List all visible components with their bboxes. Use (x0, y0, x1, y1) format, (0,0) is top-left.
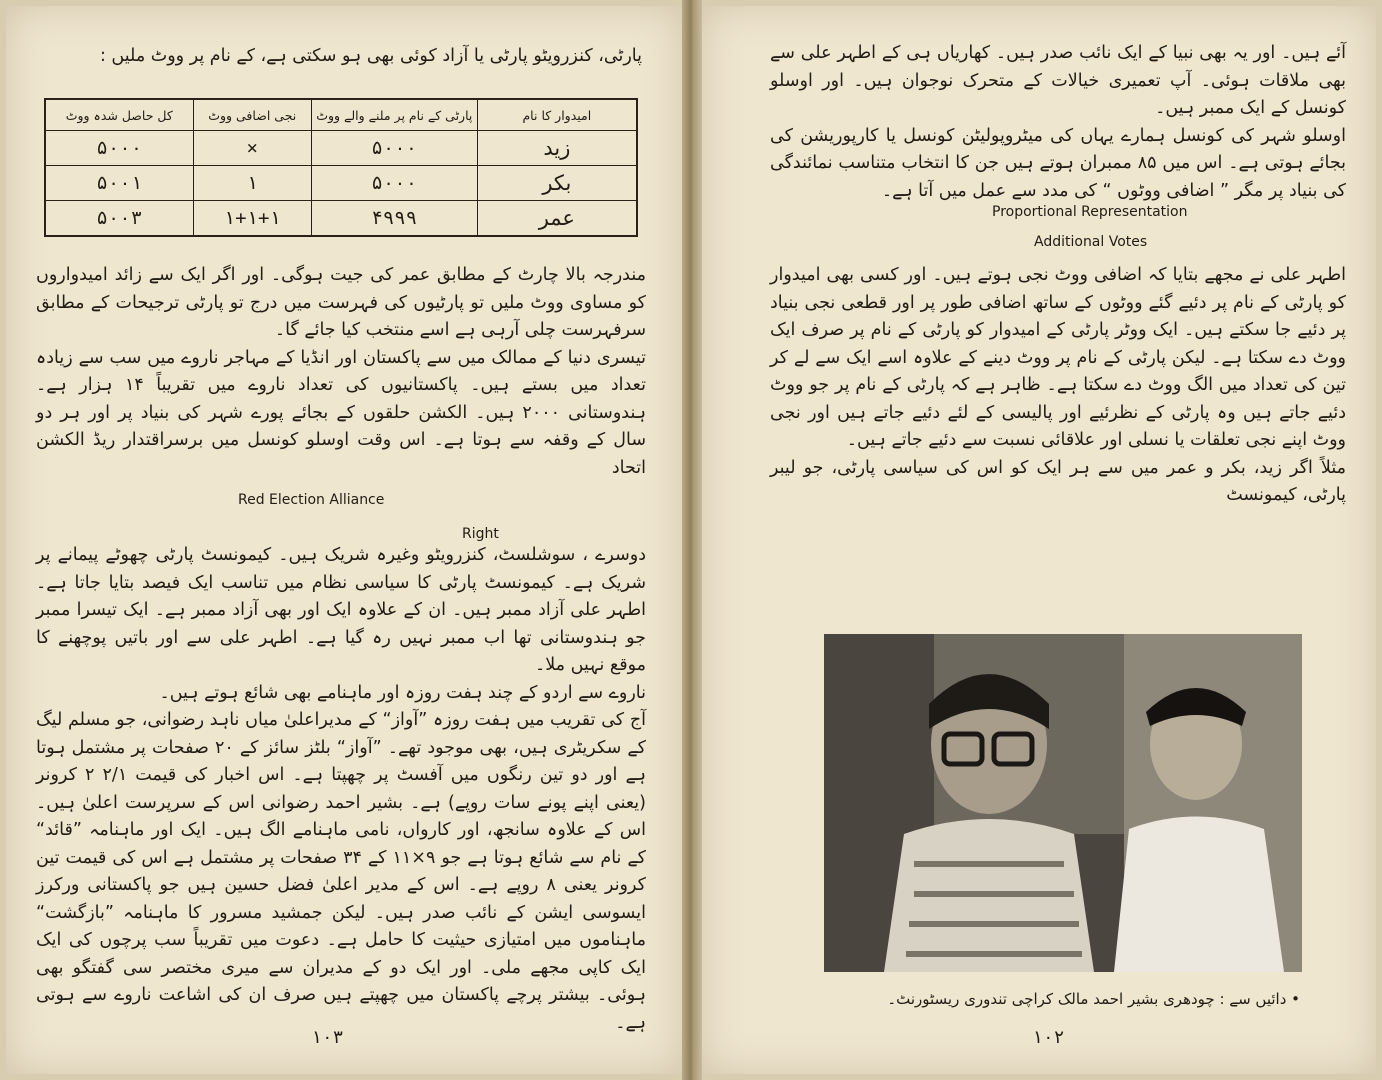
right-body-block-2 (770, 262, 1346, 510)
table-header: کل حاصل شدہ ووٹ (45, 99, 193, 131)
right-body-block-1 (770, 40, 1346, 205)
table-header: نجی اضافی ووٹ (193, 99, 311, 131)
table-cell: زید (477, 131, 637, 166)
table-cell: ۴۹۹۹ (311, 201, 477, 237)
table-header-row (45, 99, 637, 131)
table-row (45, 131, 637, 166)
table-cell: ۵۰۰۱ (45, 166, 193, 201)
table-cell: ۵۰۰۰ (311, 166, 477, 201)
page-number: ۱۰۲ (1032, 1027, 1065, 1048)
table-cell: عمر (477, 201, 637, 237)
table-cell: × (193, 131, 311, 166)
left-body-block-1 (36, 262, 646, 482)
photo-caption: • دائیں سے : چودھری بشیر احمد مالک کراچی تندوری ریسٹورنٹ۔ (887, 990, 1300, 1008)
table-intro: پارٹی، کنزرویٹو پارٹی یا آزاد کوئی بھی ہو سکتی ہے، کے نام پر ووٹ ملیں : (99, 46, 642, 66)
photo-image (824, 634, 1302, 972)
body-paragraph: تیسری دنیا کے ممالک میں سے پاکستان اور انڈیا کے مہاجر ناروے میں سب سے زیادہ تعداد میں بستے ہیں۔ پاکستانیوں کی تعداد ناروے میں تقریباً ۱۴ ہزار ہے۔ ہندوستانی ۲۰۰۰ ہیں۔ الکشن حلقوں کے بجائے پورے شہر کی بنیاد پر اور ہر دو سال کے وقفہ سے ہوتا ہے۔ اس وقت اوسلو کونسل میں برسراقتدار ریڈ الکشن اتحاد (36, 347, 647, 478)
table-cell: بکر (477, 166, 637, 201)
body-paragraph: ناروے سے اردو کے چند ہفت روزہ اور ماہنامے بھی شائع ہوتے ہیں۔ (159, 682, 646, 703)
table-header: امیدوار کا نام (477, 99, 637, 131)
body-paragraph: اطہر علی نے مجھے بتایا کہ اضافی ووٹ نجی ہوتے ہیں۔ اور کسی بھی امیدوار کو پارٹی کے نام پر دئیے گئے ووٹوں کے ساتھ اضافی طور پر اور قطعی نجی بنیاد پر دئیے جا سکتے ہیں۔ ایک ووٹر پارٹی کے امیدوار کو پارٹی کے نام پر صرف ایک ووٹ دے سکتا ہے۔ لیکن پارٹی کے نام پر ووٹ دینے کے علاوہ اسے ایک سے لے کر تین کی تعداد میں الگ ووٹ دے سکتا ہے۔ ظاہر ہے کہ پارٹی کے نام پر جو ووٹ دئیے جاتے ہیں وہ پارٹی کے نظرئیے اور پالیسی کے لئے دئیے جاتے ہیں اور نجی ووٹ اپنے نجی تعلقات یا نسلی اور علاقائی نسبت سے دئیے جاتے ہیں۔ (770, 265, 1346, 450)
table-cell: ۵۰۰۰ (45, 131, 193, 166)
left-page (6, 6, 682, 1074)
table-cell: ۵۰۰۳ (45, 201, 193, 237)
book-gutter (682, 0, 702, 1080)
portrait-photo (824, 634, 1302, 972)
votes-table (44, 98, 638, 237)
latin-red-election-alliance: Red Election Alliance (238, 492, 385, 508)
right-page (702, 6, 1376, 1074)
body-paragraph: اوسلو شہر کی کونسل ہمارے یہاں کی میٹروپولیٹن کونسل یا کارپوریشن کی بجائے ہوتی ہے۔ اس میں ۸۵ ممبران ہوتے ہیں جن کا انتخاب متناسب نمائندگی کی بنیاد پر مگر ” اضافی ووٹوں “ کی مدد سے عمل میں آتا ہے۔ (770, 125, 1346, 201)
left-body-block-2 (36, 542, 646, 1037)
table-header: پارٹی کے نام پر ملنے والے ووٹ (311, 99, 477, 131)
body-paragraph: مندرجہ بالا چارٹ کے مطابق عمر کی جیت ہوگی۔ اور اگر ایک سے زائد امیدواروں کو مساوی ووٹ ملیں تو پارٹیوں کی فہرست میں درج تو پارٹی ترجیحات کے مطابق سرفہرست چلی آرہی ہے اسے منتخب کیا جائے گا۔ (36, 265, 646, 340)
body-paragraph: آئے ہیں۔ اور یہ بھی نبیا کے ایک نائب صدر ہیں۔ کھاریاں ہی کے اطہر علی سے بھی ملاقات ہوئی۔ آپ تعمیری خیالات کے متحرک نوجوان ہیں۔ اور اوسلو کونسل کے ایک ممبر ہیں۔ (770, 43, 1346, 118)
body-paragraph: دوسرے ، سوشلسٹ، کنزرویٹو وغیرہ شریک ہیں۔ کیمونسٹ پارٹی چھوٹے پیمانے پر شریک ہے۔ کیمونسٹ پارٹی کا سیاسی نظام میں تناسب ایک فیصد بتایا جاتا ہے۔ اطہر علی آزاد ممبر ہیں۔ ان کے علاوہ ایک اور بھی آزاد ممبر ہے۔ ایک تیسرا ممبر جو ہندوستانی تھا اب ممبر نہیں رہ گیا ہے۔ اطہر علی سے اور باتیں پوچھنے کا موقع نہیں ملا۔ (36, 545, 646, 675)
table-cell: ۱+۱+۱ (193, 201, 311, 237)
latin-additional-votes: Additional Votes (1034, 234, 1148, 250)
table-cell: ۱ (193, 166, 311, 201)
table-row (45, 166, 637, 201)
body-paragraph: آج کی تقریب میں ہفت روزہ ”آواز“ کے مدیراعلیٰ میاں ناہد رضوانی، جو مسلم لیگ کے سکریٹری ہیں، بھی موجود تھے۔ ”آواز“ بلٹز سائز کے ۲۰ صفحات پر مشتمل ہوتا ہے اور دو تین رنگوں میں آفسٹ پر چھپتا ہے۔ اس اخبار کی قیمت ۲/۱ ۲ کرونر (یعنی اپنے پونے سات روپے) ہے۔ بشیر احمد رضوانی اس کے سرپرست اعلیٰ ہیں۔ اس کے علاوہ سانجھ، اور کارواں، نامی ماہنامے الگ ہیں۔ ایک اور ماہنامہ ”قائد“ کے نام سے شائع ہوتا ہے جو ۹×۱۱ کے ۳۴ صفحات پر مشتمل ہے اس کی قیمت تین کرونر یعنی ۸ روپے ہے۔ اس کے مدیر اعلیٰ فضل حسین ہیں جو پاکستانی ورکرز ایسوسی ایشن کے نائب صدر ہیں۔ لیکن جمشید مسرور کا ماہنامہ ”بازگشت“ ماہناموں میں امتیازی حیثیت کا حامل ہے۔ دعوت میں تقریباً سب پرچوں کی ایک ایک کاپی مجھے ملی۔ اور ایک دو کے مدیران سے میری مختصر سی گفتگو بھی ہوئی۔ بیشتر پرچے پاکستان میں چھپتے ہیں صرف ان کی اشاعت ناروے سے ہوتی ہے۔ (36, 710, 646, 1033)
latin-right: Right (462, 526, 499, 542)
table-cell: ۵۰۰۰ (311, 131, 477, 166)
body-paragraph: مثلاً اگر زید، بکر و عمر میں سے ہر ایک کو اس کی سیاسی پارٹی، جو لیبر پارٹی، کیمونسٹ (770, 457, 1346, 505)
latin-proportional-representation: Proportional Representation (992, 204, 1188, 220)
table-row (45, 201, 637, 237)
page-number: ۱۰۳ (311, 1027, 344, 1048)
